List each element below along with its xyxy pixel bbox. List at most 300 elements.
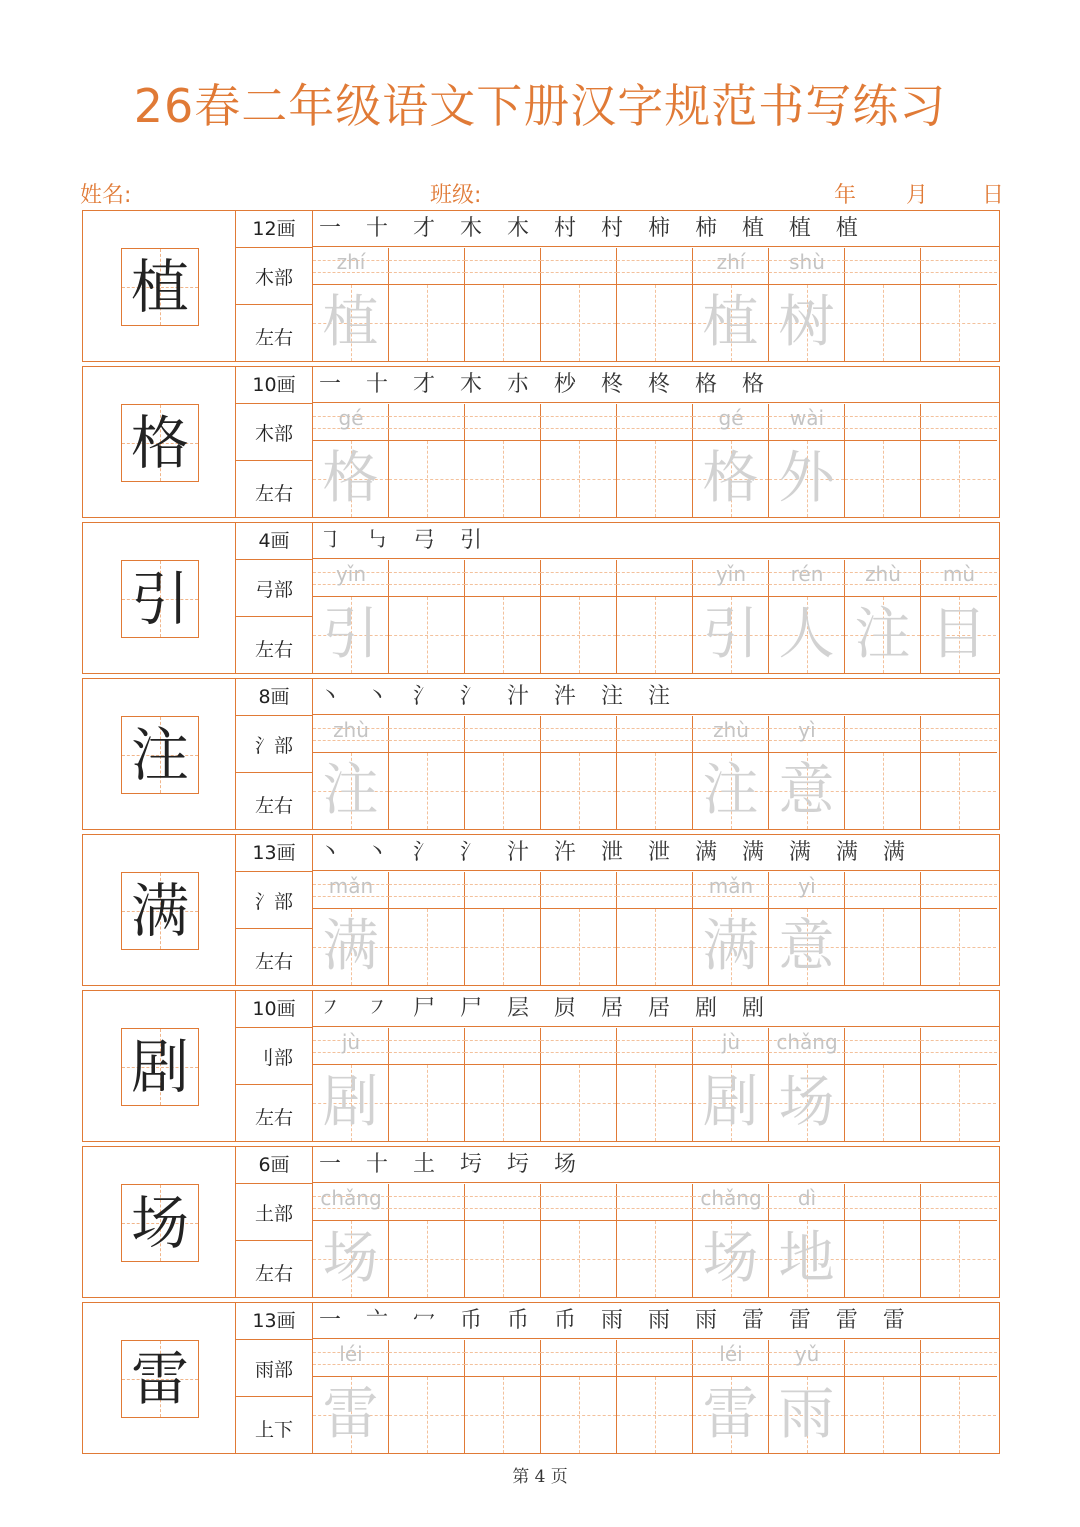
tian-zi-box	[541, 285, 616, 361]
writing-cell[interactable]	[693, 560, 769, 673]
stroke-count: 13画	[236, 835, 312, 872]
writing-grid	[313, 716, 999, 829]
pinyin-box	[693, 404, 769, 441]
tian-zi-box	[541, 1221, 616, 1297]
trace-char	[465, 1377, 540, 1453]
tian-zi-box	[845, 597, 920, 673]
pinyin-box	[617, 1028, 693, 1065]
trace-char: 引	[322, 602, 379, 667]
trace-char	[465, 597, 540, 673]
pinyin-box	[921, 716, 997, 753]
tian-zi-box	[769, 1065, 844, 1141]
writing-grid	[313, 1340, 999, 1453]
trace-char	[389, 1221, 464, 1297]
pinyin-box	[921, 1184, 997, 1221]
trace-char	[921, 1377, 996, 1453]
tian-zi-box	[617, 1221, 692, 1297]
writing-cell[interactable]	[769, 1184, 845, 1297]
pinyin-text: yǐn	[335, 562, 367, 586]
trace-char	[465, 441, 540, 517]
pinyin-box	[845, 872, 921, 909]
stroke-count: 8画	[236, 679, 312, 716]
trace-char: 注	[702, 758, 759, 823]
pinyin-box	[845, 1340, 921, 1377]
tian-zi-box	[769, 597, 844, 673]
pinyin-text: dì	[797, 1186, 817, 1210]
writing-cell[interactable]	[465, 1340, 541, 1453]
stroke-count: 12画	[236, 211, 312, 248]
writing-cell[interactable]	[541, 716, 617, 829]
writing-cell[interactable]	[921, 716, 997, 829]
pinyin-box	[313, 560, 389, 597]
tian-zi-box	[389, 441, 464, 517]
tian-zi-box	[617, 1377, 692, 1453]
char-info	[236, 1147, 313, 1297]
writing-cell[interactable]	[769, 1028, 845, 1141]
trace-char	[541, 1065, 616, 1141]
tian-zi-box	[845, 909, 920, 985]
writing-cell[interactable]	[617, 404, 693, 517]
pinyin-text: léi	[719, 1342, 743, 1366]
writing-cell[interactable]	[769, 404, 845, 517]
model-char-cell	[83, 1303, 236, 1453]
month-label: 月	[906, 183, 929, 208]
trace-char	[617, 1221, 692, 1297]
writing-cell[interactable]	[845, 1184, 921, 1297]
tian-zi-box	[769, 753, 844, 829]
tian-zi-box	[617, 597, 692, 673]
tian-zi-box	[921, 1377, 996, 1453]
structure: 左右	[254, 483, 293, 505]
trace-char	[845, 753, 920, 829]
writing-cell[interactable]	[845, 248, 921, 361]
trace-char	[541, 1221, 616, 1297]
model-char: 格	[130, 409, 189, 477]
tian-zi-box	[845, 1065, 920, 1141]
pinyin-box	[921, 560, 997, 597]
pinyin-box	[313, 1028, 389, 1065]
tian-zi-box	[465, 753, 540, 829]
model-char: 注	[130, 721, 189, 789]
pinyin-text: jù	[341, 1030, 361, 1054]
radical: 木部	[236, 248, 312, 305]
writing-cell[interactable]	[693, 1340, 769, 1453]
writing-cell[interactable]	[845, 872, 921, 985]
tian-zi-box	[465, 1065, 540, 1141]
pinyin-box	[313, 248, 389, 285]
writing-cell[interactable]	[693, 404, 769, 517]
writing-cell[interactable]	[389, 1184, 465, 1297]
pinyin-box	[465, 872, 541, 909]
writing-cell[interactable]	[845, 716, 921, 829]
pinyin-box	[693, 716, 769, 753]
writing-cell[interactable]	[921, 248, 997, 361]
model-char: 满	[130, 877, 189, 945]
char-info	[236, 835, 313, 985]
writing-cell[interactable]	[465, 872, 541, 985]
practice-row	[82, 210, 1000, 362]
pinyin-box	[465, 1028, 541, 1065]
trace-char	[465, 1065, 540, 1141]
tian-zi-box	[693, 1221, 768, 1297]
trace-char: 注	[854, 602, 911, 667]
char-info	[236, 367, 313, 517]
structure: 上下	[254, 1419, 293, 1441]
writing-cell[interactable]	[313, 872, 389, 985]
writing-cell[interactable]	[693, 1184, 769, 1297]
day-label: 日	[982, 183, 1005, 208]
model-char-cell	[83, 367, 236, 517]
pinyin-box	[313, 1340, 389, 1377]
pinyin-box	[465, 248, 541, 285]
trace-char	[845, 441, 920, 517]
writing-cell[interactable]	[465, 404, 541, 517]
trace-char: 满	[702, 914, 759, 979]
tian-zi-box	[541, 753, 616, 829]
pinyin-text: léi	[339, 1342, 363, 1366]
writing-cell[interactable]	[693, 872, 769, 985]
trace-char: 雷	[702, 1382, 759, 1447]
tian-zi-box	[921, 753, 996, 829]
trace-char	[921, 285, 996, 361]
trace-char	[465, 909, 540, 985]
tian-zi-box	[465, 1221, 540, 1297]
pinyin-box	[541, 248, 617, 285]
pinyin-box	[541, 560, 617, 597]
pinyin-box	[541, 1340, 617, 1377]
trace-char	[541, 909, 616, 985]
writing-cell[interactable]	[769, 560, 845, 673]
writing-cell[interactable]	[389, 1028, 465, 1141]
trace-char	[541, 441, 616, 517]
trace-char: 格	[322, 446, 379, 511]
char-info	[236, 1303, 313, 1453]
pinyin-box	[769, 1028, 845, 1065]
model-char-box	[121, 1184, 199, 1262]
tian-zi-box	[541, 1377, 616, 1453]
tian-zi-box	[845, 1221, 920, 1297]
writing-cell[interactable]	[693, 1028, 769, 1141]
writing-cell[interactable]	[845, 404, 921, 517]
pinyin-box	[693, 560, 769, 597]
trace-char	[921, 909, 996, 985]
pinyin-box	[845, 716, 921, 753]
trace-char: 植	[322, 290, 379, 355]
structure: 左右	[254, 1263, 293, 1285]
practice-row	[82, 834, 1000, 986]
structure: 左右	[254, 1107, 293, 1129]
writing-cell[interactable]	[769, 248, 845, 361]
pinyin-box	[617, 716, 693, 753]
writing-cell[interactable]	[845, 1028, 921, 1141]
model-char-box	[121, 404, 199, 482]
pinyin-text: yǐn	[715, 562, 747, 586]
tian-zi-box	[693, 909, 768, 985]
pinyin-text: zhù	[333, 718, 369, 742]
writing-cell[interactable]	[389, 716, 465, 829]
pinyin-text: shù	[789, 250, 825, 274]
tian-zi-box	[541, 441, 616, 517]
model-char-box	[121, 560, 199, 638]
writing-cell[interactable]	[617, 1184, 693, 1297]
writing-cell[interactable]	[389, 404, 465, 517]
writing-cell[interactable]	[313, 716, 389, 829]
trace-char: 人	[778, 602, 835, 667]
model-char-box	[121, 248, 199, 326]
model-char-cell	[83, 991, 236, 1141]
radical: 木部	[236, 404, 312, 461]
writing-grid	[313, 404, 999, 517]
trace-char	[617, 441, 692, 517]
trace-char: 满	[322, 914, 379, 979]
tian-zi-box	[921, 1065, 996, 1141]
model-char: 雷	[130, 1345, 189, 1413]
tian-zi-box	[465, 909, 540, 985]
radical: 氵部	[236, 716, 312, 773]
writing-cell[interactable]	[465, 1184, 541, 1297]
writing-cell[interactable]	[845, 560, 921, 673]
writing-cell[interactable]	[465, 1028, 541, 1141]
writing-cell[interactable]	[693, 716, 769, 829]
model-char-cell	[83, 679, 236, 829]
writing-cell[interactable]	[465, 716, 541, 829]
trace-char: 树	[778, 290, 835, 355]
pinyin-box	[693, 1340, 769, 1377]
pinyin-box	[921, 872, 997, 909]
pinyin-box	[313, 1184, 389, 1221]
writing-cell[interactable]	[541, 1340, 617, 1453]
writing-grid	[313, 1184, 999, 1297]
tian-zi-box	[313, 1065, 388, 1141]
pinyin-box	[617, 1184, 693, 1221]
writing-cell[interactable]	[465, 560, 541, 673]
writing-cell[interactable]	[313, 248, 389, 361]
model-char: 植	[130, 253, 189, 321]
pinyin-text: wài	[789, 406, 825, 430]
writing-cell[interactable]	[541, 248, 617, 361]
structure: 左右	[254, 639, 293, 661]
stroke-order: 一 十 才 木 木 村 村 柿 柿 植 植 植	[313, 211, 999, 247]
writing-cell[interactable]	[769, 716, 845, 829]
tian-zi-box	[313, 1221, 388, 1297]
trace-char	[541, 1377, 616, 1453]
writing-cell[interactable]	[617, 560, 693, 673]
writing-cell[interactable]	[617, 1340, 693, 1453]
model-char: 引	[130, 565, 189, 633]
tian-zi-box	[389, 1377, 464, 1453]
pinyin-box	[769, 1340, 845, 1377]
pinyin-box	[769, 560, 845, 597]
stroke-order: 一 亠 冖 币 币 币 雨 雨 雨 雷 雷 雷 雷	[313, 1303, 999, 1339]
pinyin-box	[693, 248, 769, 285]
writing-cell[interactable]	[313, 1184, 389, 1297]
pinyin-box	[465, 404, 541, 441]
pinyin-text: zhù	[713, 718, 749, 742]
tian-zi-box	[845, 1377, 920, 1453]
trace-char	[541, 285, 616, 361]
writing-cell[interactable]	[769, 872, 845, 985]
pinyin-box	[921, 404, 997, 441]
pinyin-box	[541, 872, 617, 909]
pinyin-text: chǎng	[320, 1186, 382, 1210]
pinyin-box	[389, 404, 465, 441]
structure: 左右	[254, 795, 293, 817]
writing-cell[interactable]	[541, 560, 617, 673]
model-char-box	[121, 1028, 199, 1106]
tian-zi-box	[769, 285, 844, 361]
writing-cell[interactable]	[313, 560, 389, 673]
trace-char	[921, 753, 996, 829]
pinyin-box	[617, 560, 693, 597]
pinyin-box	[389, 560, 465, 597]
writing-cell[interactable]	[389, 560, 465, 673]
stroke-order: 一 十 才 木 朩 杪 柊 柊 格 格	[313, 367, 999, 403]
tian-zi-box	[465, 285, 540, 361]
writing-cell[interactable]	[389, 248, 465, 361]
trace-char	[617, 285, 692, 361]
writing-cell[interactable]	[313, 1028, 389, 1141]
trace-char: 剧	[702, 1070, 759, 1135]
pinyin-box	[389, 248, 465, 285]
stroke-count: 13画	[236, 1303, 312, 1340]
tian-zi-box	[313, 285, 388, 361]
writing-cell[interactable]	[465, 248, 541, 361]
tian-zi-box	[465, 441, 540, 517]
pinyin-box	[769, 716, 845, 753]
tian-zi-box	[465, 1377, 540, 1453]
writing-cell[interactable]	[921, 404, 997, 517]
trace-char	[541, 597, 616, 673]
writing-cell[interactable]	[313, 404, 389, 517]
pinyin-text: chǎng	[700, 1186, 762, 1210]
trace-char: 意	[778, 914, 835, 979]
writing-cell[interactable]	[921, 872, 997, 985]
tian-zi-box	[693, 753, 768, 829]
tian-zi-box	[389, 285, 464, 361]
pinyin-text: gé	[718, 406, 744, 430]
pinyin-text: zhí	[716, 250, 746, 274]
trace-char: 场	[322, 1226, 379, 1291]
trace-char: 注	[322, 758, 379, 823]
writing-cell[interactable]	[769, 1340, 845, 1453]
writing-cell[interactable]	[921, 1184, 997, 1297]
trace-char: 地	[778, 1226, 835, 1291]
pinyin-box	[465, 1340, 541, 1377]
stroke-count: 6画	[236, 1147, 312, 1184]
tian-zi-box	[769, 1377, 844, 1453]
trace-char	[389, 441, 464, 517]
pinyin-box	[541, 1028, 617, 1065]
structure: 左右	[254, 951, 293, 973]
tian-zi-box	[313, 1377, 388, 1453]
trace-char	[389, 753, 464, 829]
pinyin-box	[541, 716, 617, 753]
pinyin-text: yì	[798, 874, 816, 898]
trace-char: 场	[702, 1226, 759, 1291]
writing-cell[interactable]	[389, 872, 465, 985]
tian-zi-box	[693, 285, 768, 361]
tian-zi-box	[845, 285, 920, 361]
radical: 弓部	[236, 560, 312, 617]
year-label: 年	[834, 183, 857, 208]
writing-cell[interactable]	[617, 716, 693, 829]
trace-char	[921, 1221, 996, 1297]
trace-char: 剧	[322, 1070, 379, 1135]
writing-cell[interactable]	[617, 1028, 693, 1141]
writing-cell[interactable]	[921, 1028, 997, 1141]
pinyin-box	[617, 1340, 693, 1377]
pinyin-box	[845, 560, 921, 597]
writing-cell[interactable]	[921, 1340, 997, 1453]
trace-char	[465, 285, 540, 361]
writing-cell[interactable]	[313, 1340, 389, 1453]
pinyin-text: jù	[721, 1030, 741, 1054]
pinyin-box	[769, 404, 845, 441]
pinyin-box	[693, 1184, 769, 1221]
writing-cell[interactable]	[617, 248, 693, 361]
stroke-order: 丶 丶 氵 氵 汁 汼 注 注	[313, 679, 999, 715]
model-char-cell	[83, 211, 236, 361]
trace-char: 目	[930, 602, 987, 667]
pinyin-box	[769, 872, 845, 909]
trace-char: 外	[778, 446, 835, 511]
radical: 雨部	[236, 1340, 312, 1397]
writing-cell[interactable]	[921, 560, 997, 673]
page-title: 26春二年级语文下册汉字规范书写练习	[133, 79, 947, 133]
writing-cell[interactable]	[541, 1184, 617, 1297]
model-char-box	[121, 1340, 199, 1418]
writing-cell[interactable]	[541, 872, 617, 985]
pinyin-box	[541, 1184, 617, 1221]
trace-char	[465, 753, 540, 829]
stroke-count: 4画	[236, 523, 312, 560]
tian-zi-box	[921, 909, 996, 985]
tian-zi-box	[313, 441, 388, 517]
writing-grid	[313, 1028, 999, 1141]
pinyin-box	[693, 872, 769, 909]
pinyin-box	[921, 248, 997, 285]
radical: 氵部	[236, 872, 312, 929]
tian-zi-box	[769, 441, 844, 517]
pinyin-box	[845, 248, 921, 285]
stroke-count: 10画	[236, 991, 312, 1028]
tian-zi-box	[845, 753, 920, 829]
writing-cell[interactable]	[845, 1340, 921, 1453]
tian-zi-box	[617, 441, 692, 517]
tian-zi-box	[617, 909, 692, 985]
model-char-cell	[83, 835, 236, 985]
pinyin-box	[389, 1340, 465, 1377]
writing-cell[interactable]	[541, 404, 617, 517]
writing-cell[interactable]	[389, 1340, 465, 1453]
writing-cell[interactable]	[693, 248, 769, 361]
pinyin-box	[617, 404, 693, 441]
tian-zi-box	[769, 909, 844, 985]
stroke-order: 一 十 土 圬 圬 场	[313, 1147, 999, 1183]
trace-char: 场	[778, 1070, 835, 1135]
trace-char	[389, 597, 464, 673]
char-info	[236, 679, 313, 829]
pinyin-text: rén	[790, 562, 824, 586]
writing-cell[interactable]	[617, 872, 693, 985]
tian-zi-box	[845, 441, 920, 517]
pinyin-box	[389, 716, 465, 753]
writing-cell[interactable]	[541, 1028, 617, 1141]
tian-zi-box	[389, 1065, 464, 1141]
tian-zi-box	[389, 909, 464, 985]
trace-char	[389, 285, 464, 361]
trace-char	[921, 1065, 996, 1141]
